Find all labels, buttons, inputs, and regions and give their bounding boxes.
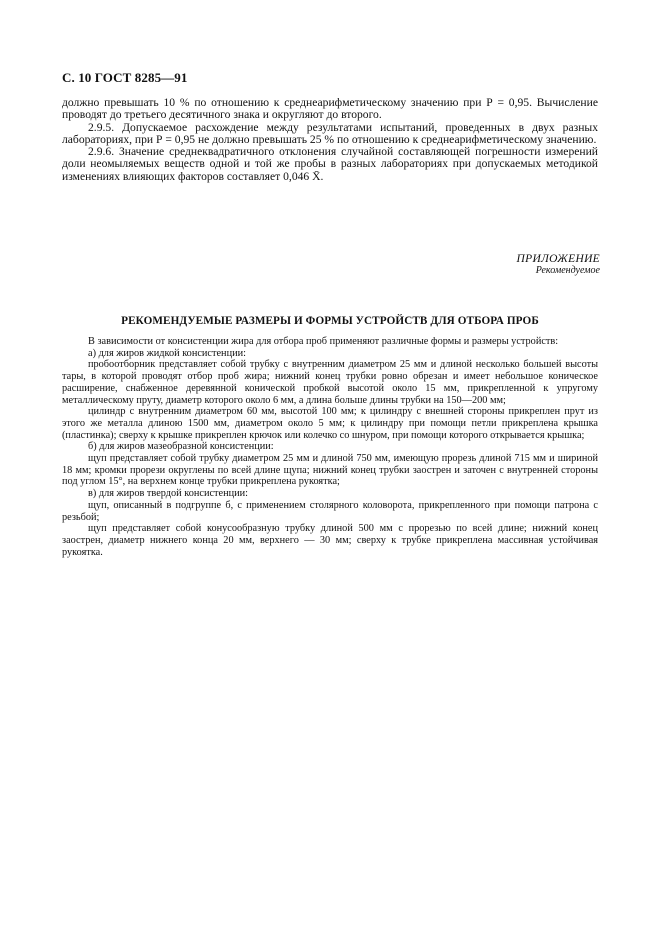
list-heading-pasty: б) для жиров мазеобразной консистенции: bbox=[88, 441, 274, 453]
list-heading-liquid: а) для жиров жидкой консистенции: bbox=[88, 347, 246, 359]
list-heading-solid: в) для жиров твердой консистенции: bbox=[88, 488, 249, 500]
paragraph-probe-auger: щуп, описанный в подгруппе б, с применением столярного коловорота, прикрепленного при помощи патрона с резьбой; bbox=[62, 499, 598, 523]
paragraph-intro: В зависимости от консистенции жира для отбора проб применяют различные формы и размеры устройств: bbox=[88, 336, 559, 347]
paragraph-2-9-5: 2.9.5. Допускаемое расхождение между результатами испытаний, проведенных в двух разных лабораториях, при Р = 0,95 не должно превышать 25 % по отношению к среднеарифметическому значению. bbox=[62, 120, 598, 146]
upper-text-block bbox=[62, 97, 598, 183]
section-title: РЕКОМЕНДУЕМЫЕ РАЗМЕРЫ И ФОРМЫ УСТРОЙСТВ ДЛЯ ОТБОРА ПРОБ bbox=[121, 315, 539, 327]
paragraph-probe-conical: щуп представляет собой конусообразную трубку длиной 500 мм с прорезью по всей длине; нижний конец заострен, диаметр нижнего конца 20 мм, верхнего — 30 мм; сверху к трубке прикреплена массивная устойчивая рукоятка. bbox=[62, 523, 598, 558]
paragraph-continuation: должно превышать 10 % по отношению к среднеарифметическому значению при Р = 0,95. Вычисление проводят до третьего десятичного знака и округляют до второго. bbox=[62, 96, 598, 122]
paragraph-probe-slot: щуп представляет собой трубку диаметром 25 мм и длиной 750 мм, имеющую прорезь длиной 715 мм и шириной 18 мм; кромки прорези округлены по всей длине щупа; нижний конец трубки заострен и заточен с внутренней стороны под углом 15°, на верхнем конце трубки прикреплена рукоятка; bbox=[62, 453, 598, 488]
appendix-subtitle: Рекомендуемое bbox=[535, 265, 600, 276]
paragraph-sampler-tube: пробоотборник представляет собой трубку с внутренним диаметром 25 мм и длиной несколько большей высоты тары, в которой проводят отбор проб жира; нижний конец трубки ровно обрезан и имеет небольшое коническое расширение, снабженное деревянной конической пробкой высотой около 15 мм, прикрепленной к упругому металлическому пруту, диаметр которого около 6 мм, а длина больше длины трубки на 150—200 мм; bbox=[62, 359, 598, 406]
appendix-title: ПРИЛОЖЕНИЕ bbox=[516, 253, 600, 265]
page-header: С. 10 ГОСТ 8285—91 bbox=[62, 70, 188, 85]
appendix-label bbox=[470, 253, 600, 276]
lower-text-block bbox=[62, 336, 598, 558]
paragraph-cylinder: цилиндр с внутренним диаметром 60 мм, высотой 100 мм; к цилиндру с внешней стороны прикреплен прут из этого же металла длиною 1500 мм, диаметром около 5 мм; к цилиндру при помощи петли прикреплена крышка (пластинка); сверху к крышке прикреплен крючок или колечко со шнуром, при помощи которого открывается крышка; bbox=[62, 406, 598, 441]
paragraph-2-9-6: 2.9.6. Значение среднеквадратичного отклонения случайной составляющей погрешности измерений доли неомыляемых веществ одной и той же пробы в разных лабораториях при допускаемых методикой изменениях влияющих факторов составляет 0,046 X̄. bbox=[62, 145, 598, 183]
